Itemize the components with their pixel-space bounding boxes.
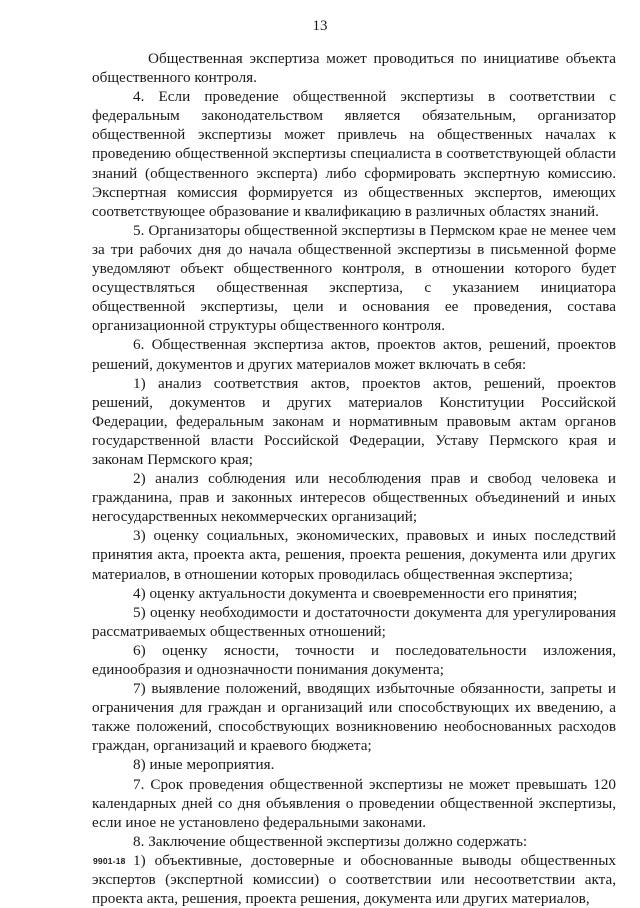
page-number: 13 bbox=[312, 18, 328, 34]
paragraph-item-6: 6. Общественная экспертиза актов, проектов актов, решений, проектов решений, документов и других материалов может включать в себя: bbox=[92, 336, 616, 373]
paragraph-item-5: 5. Организаторы общественной экспертизы в Пермском крае не менее чем за три рабочих дня до начала общественной экспертизы в письменной форме уведомляют объект общественного контроля, в отношении которого будет осуществляться общественная экспертиза, с указанием инициатора общественной экспертизы, цели и основания ее проведения, состава организационной структуры общественного контроля. bbox=[92, 221, 616, 335]
paragraph-item-8: 8. Заключение общественной экспертизы должно содержать: bbox=[133, 832, 528, 850]
subitem-6-1: 1) анализ соответствия актов, проектов актов, решений, проектов решений, документов и других материалов Конституции Российской Федерации, федеральным законам и нормативным правовым актам органов государственной власти Российской Федерации, Уставу Пермского края и законам Пермского края; bbox=[92, 374, 616, 468]
subitem-6-5: 5) оценку необходимости и достаточности документа для урегулирования рассматриваемых общественных отношений; bbox=[92, 603, 616, 640]
subitem-6-3: 3) оценку социальных, экономических, правовых и иных последствий принятия акта, проекта акта, решения, проекта решения, документа или других материалов, в отношении которых проводилась общественная экспертиза; bbox=[92, 527, 616, 583]
paragraph-item-4: 4. Если проведение общественной экспертизы в соответствии с федеральным законодательством является обязательным, организатор общественной экспертизы может привлечь на общественных началах к проведению общественной экспертизы специалиста в соответствующей области знаний (общественного эксперта) либо сформировать экспертную комиссию. Экспертная комиссия формируется из общественных экспертов, имеющих соответствующее образование и квалификацию в различных областях знаний. bbox=[92, 88, 616, 220]
subitem-8-1: 1) объективные, достоверные и обоснованные выводы общественных экспертов (экспертной комиссии) о соответствии или несоответствии акта, проекта акта, решения, проекта решения, документа или других материалов, bbox=[92, 851, 616, 908]
subitem-6-6: 6) оценку ясности, точности и последовательности изложения, единообразия и однозначности понимания документа; bbox=[92, 641, 616, 678]
document-body bbox=[92, 49, 616, 908]
paragraph-item-7: 7. Срок проведения общественной экспертизы не может превышать 120 календарных дней со дня объявления о проведении общественной экспертизы, если иное не установлено федеральными законами. bbox=[92, 775, 616, 831]
subitem-6-2: 2) анализ соблюдения или несоблюдения прав и свобод человека и гражданина, прав и законных интересов общественных объединений и иных негосударственных некоммерческих организаций; bbox=[92, 470, 616, 526]
subitem-6-8: 8) иные мероприятия. bbox=[133, 756, 275, 774]
subitem-6-7: 7) выявление положений, вводящих избыточные обязанности, запреты и ограничения для граждан и организаций или способствующих их введению, а также положений, способствующих возникновению необоснованных расходов граждан, организаций и краевого бюджета; bbox=[92, 680, 616, 755]
paragraph-initiative: Общественная экспертиза может проводиться по инициативе объекта общественного контроля. bbox=[92, 50, 616, 87]
footer-code: 9901-18 bbox=[93, 856, 126, 866]
subitem-6-4: 4) оценку актуальности документа и своевременности его принятия; bbox=[133, 584, 578, 602]
